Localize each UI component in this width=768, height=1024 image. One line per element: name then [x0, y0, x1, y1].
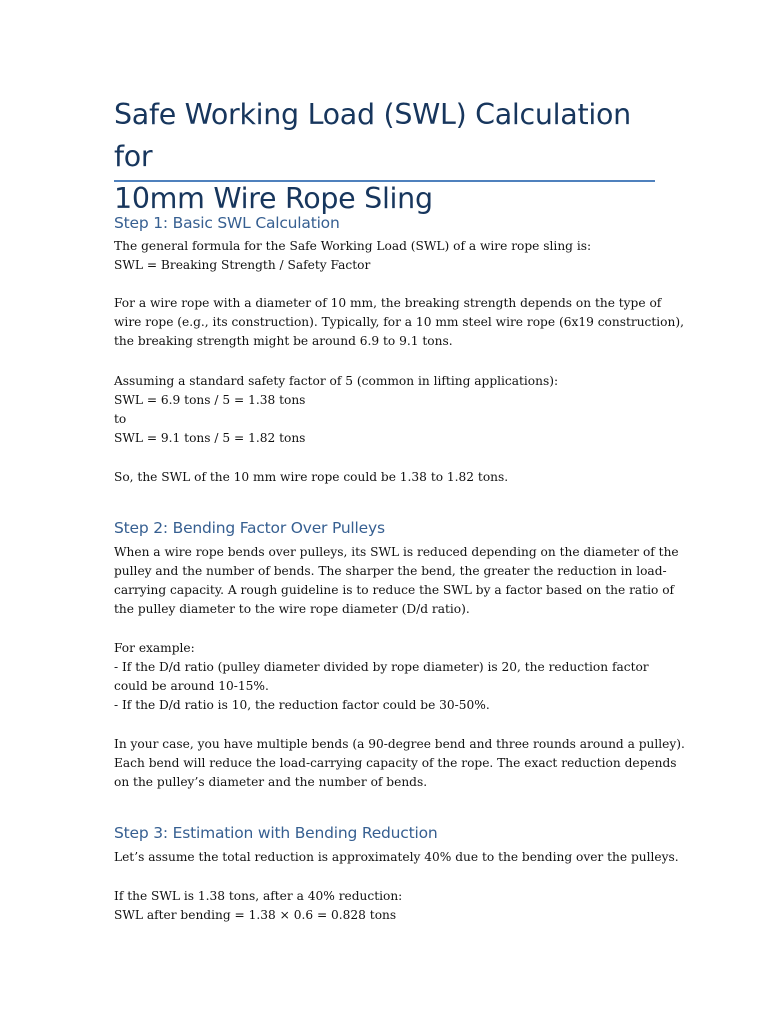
- step-3-paragraph-1: [114, 848, 679, 867]
- text-line: So, the SWL of the 10 mm wire rope could be 1.38 to 1.82 tons.: [114, 470, 509, 484]
- text-line: For a wire rope with a diameter of 10 mm, the breaking strength depends on the type of: [114, 296, 662, 310]
- step-2-heading: Step 2: Bending Factor Over Pulleys: [114, 519, 385, 537]
- step-3-heading: Step 3: Estimation with Bending Reduction: [114, 824, 438, 842]
- text-line: pulley and the number of bends. The sharper the bend, the greater the reduction in load-: [114, 564, 667, 578]
- text-line: SWL after bending = 1.38 × 0.6 = 0.828 tons: [114, 908, 397, 922]
- text-line: SWL = 6.9 tons / 5 = 1.38 tons: [114, 393, 306, 407]
- step-3-paragraph-2: [114, 887, 659, 925]
- text-line: carrying capacity. A rough guideline is to reduce the SWL by a factor based on the ratio of: [114, 583, 675, 597]
- text-line: could be around 10-15%.: [114, 679, 269, 693]
- step-2-paragraph-2: [114, 639, 659, 715]
- title-underline-divider: [114, 180, 655, 182]
- step-1-heading: Step 1: Basic SWL Calculation: [114, 214, 340, 232]
- text-line: SWL = Breaking Strength / Safety Factor: [114, 258, 371, 272]
- text-line: The general formula for the Safe Working Load (SWL) of a wire rope sling is:: [114, 239, 592, 253]
- page-title: [114, 94, 674, 220]
- step-1-paragraph-3: [114, 372, 659, 448]
- text-line: wire rope (e.g., its construction). Typically, for a 10 mm steel wire rope (6x19 construction),: [114, 315, 684, 329]
- step-1-paragraph-2: [114, 294, 684, 351]
- page-title-line-2: 10mm Wire Rope Sling: [114, 182, 433, 215]
- text-line: Assuming a standard safety factor of 5 (common in lifting applications):: [114, 374, 559, 388]
- text-line: the breaking strength might be around 6.9 to 9.1 tons.: [114, 334, 453, 348]
- text-line: Let’s assume the total reduction is approximately 40% due to the bending over the pulleys.: [114, 850, 679, 864]
- text-line: When a wire rope bends over pulleys, its SWL is reduced depending on the diameter of the: [114, 545, 679, 559]
- text-line: Each bend will reduce the load-carrying capacity of the rope. The exact reduction depends: [114, 756, 677, 770]
- step-1-paragraph-4: [114, 468, 659, 487]
- step-1-paragraph-1: [114, 237, 659, 275]
- text-line: In your case, you have multiple bends (a 90-degree bend and three rounds around a pulley).: [114, 737, 685, 751]
- text-line: on the pulley’s diameter and the number of bends.: [114, 775, 428, 789]
- text-line: - If the D/d ratio (pulley diameter divided by rope diameter) is 20, the reduction factor: [114, 660, 649, 674]
- text-line: For example:: [114, 641, 195, 655]
- step-2-paragraph-3: [114, 735, 685, 792]
- text-line: If the SWL is 1.38 tons, after a 40% reduction:: [114, 889, 403, 903]
- step-2-paragraph-1: [114, 543, 679, 619]
- page-title-line-1: Safe Working Load (SWL) Calculation for: [114, 98, 631, 173]
- text-line: - If the D/d ratio is 10, the reduction factor could be 30-50%.: [114, 698, 490, 712]
- text-line: SWL = 9.1 tons / 5 = 1.82 tons: [114, 431, 306, 445]
- text-line: the pulley diameter to the wire rope diameter (D/d ratio).: [114, 602, 470, 616]
- text-line: to: [114, 412, 127, 426]
